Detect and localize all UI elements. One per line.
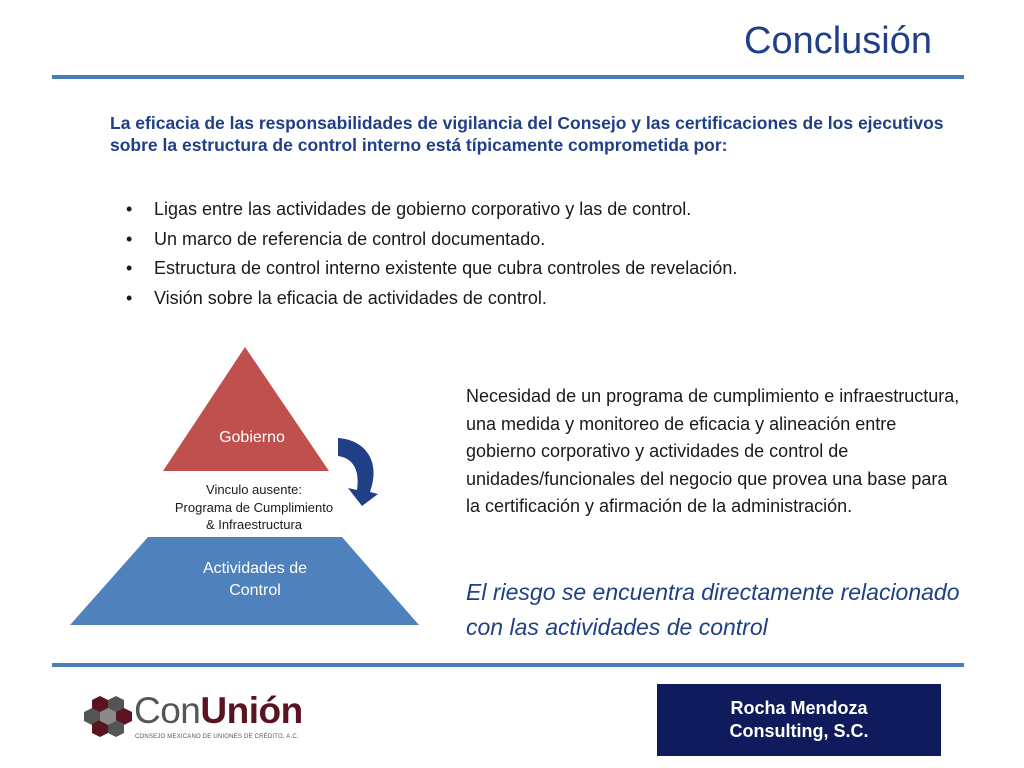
intro-paragraph: La eficacia de las responsabilidades de vigilancia del Consejo y las certificaciones de los ejecutivos sobre la estructura de control interno está típicamente comprometida por:: [110, 113, 944, 155]
missing-link-line: Vinculo ausente:: [206, 482, 302, 497]
rm-line-2: Consulting, S.C.: [729, 721, 869, 741]
control-activities-line: Control: [229, 582, 281, 599]
conunion-logo: [84, 688, 324, 748]
conunion-wordmark: [134, 690, 303, 732]
bullet-item: • Ligas entre las actividades de gobierno corporativo y las de control.: [120, 195, 920, 225]
bullet-item: • Un marco de referencia de control documentado.: [120, 225, 920, 255]
rocha-mendoza-logo: [657, 684, 941, 756]
missing-link-line: Programa de Cumplimiento: [174, 499, 334, 515]
risk-statement: El riesgo se encuentra directamente relacionado con las actividades de control: [466, 579, 960, 640]
slide-title: Conclusión: [744, 20, 932, 62]
bullet-item: • Visión sobre la eficacia de actividades de control.: [120, 284, 920, 314]
conunion-hexagon-logo-icon: [84, 694, 132, 738]
missing-link-line: & Infraestructura: [205, 517, 303, 532]
missing-link-label: [140, 481, 368, 534]
rm-line-1: Rocha Mendoza: [730, 698, 868, 718]
control-activities-label: [170, 558, 340, 602]
logo-union-text: Unión: [200, 690, 303, 731]
bottom-divider: [52, 663, 964, 667]
bullet-item: • Estructura de control interno existente que cubra controles de revelación.: [120, 254, 920, 284]
logo-con-text: Con: [134, 690, 201, 731]
governance-label: Gobierno: [219, 429, 285, 446]
control-activities-line: Actividades de: [202, 560, 308, 577]
conunion-subtitle: CONSEJO MEXICANO DE UNIONES DE CRÉDITO, A.C.: [135, 734, 299, 740]
governance-triangle: [163, 347, 329, 471]
need-description: Necesidad de un programa de cumplimiento e infraestructura, una medida y monitoreo de eficacia y alineación entre gobierno corporativo y actividades de control de unidades/funcionales del negocio que provea una base para la certificación y afirmación de la administración.: [466, 386, 960, 516]
